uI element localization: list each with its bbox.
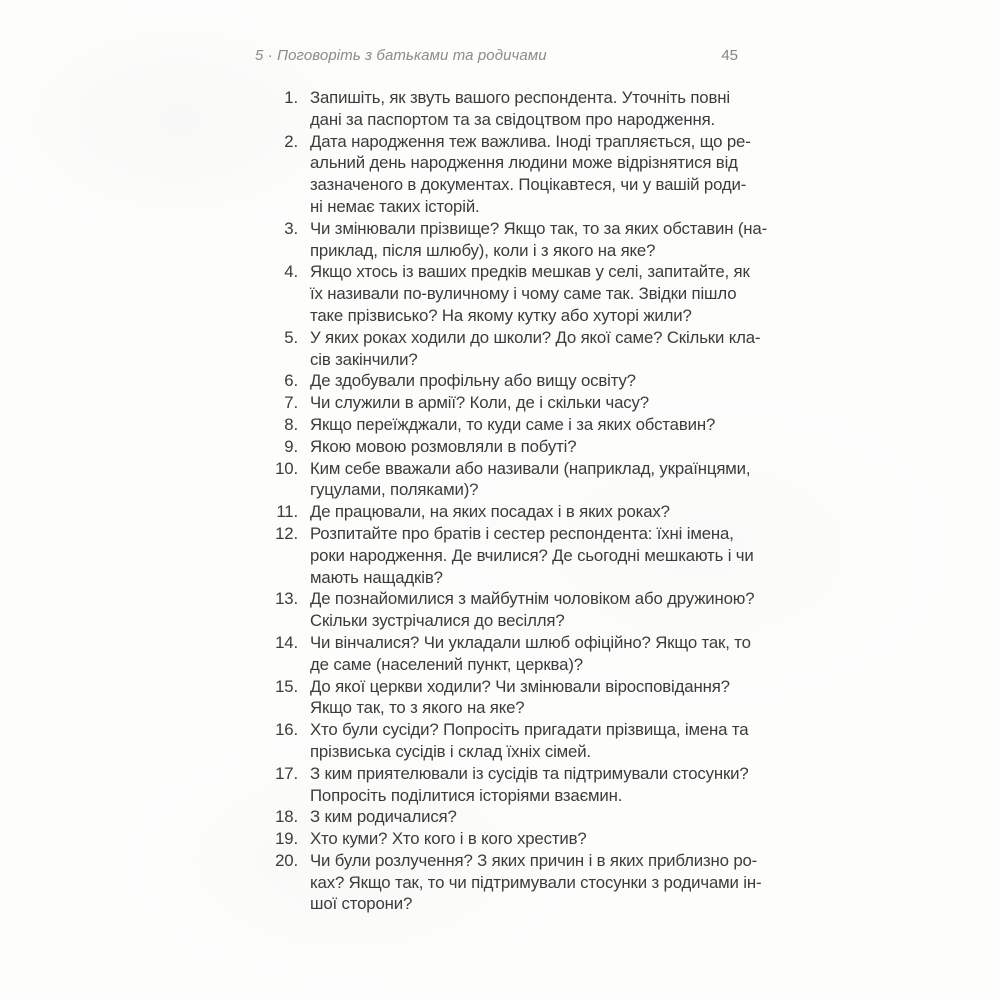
- question-item: [255, 806, 775, 828]
- question-line: Чи вінчалися? Чи укладали шлюб офіційно? Якщо так, то: [310, 632, 751, 652]
- question-line: ні немає таких історій.: [310, 196, 480, 216]
- question-item: [255, 588, 775, 632]
- question-item: [255, 87, 775, 131]
- question-text: [310, 828, 587, 850]
- chapter-separator: ·: [267, 47, 273, 64]
- chapter-title-text: Поговоріть з батьками та родичами: [277, 47, 547, 64]
- question-line: Запишіть, як звуть вашого респондента. Уточніть повні: [310, 88, 730, 107]
- question-line: приклад, після шлюбу), коли і з якого на яке?: [310, 240, 656, 260]
- question-line: Якщо хтось із ваших предків мешкав у селі, запитайте, як: [310, 262, 750, 282]
- question-number: 12.: [275, 523, 298, 543]
- question-item: [255, 218, 775, 262]
- question-line: Чи змінювали прізвище? Якщо так, то за яких обставин (на-: [310, 218, 768, 238]
- question-text: [310, 850, 761, 915]
- question-line: Попросіть поділитися історіями взаємин.: [310, 785, 623, 805]
- question-line: ках? Якщо так, то чи підтримували стосунки з родичами ін-: [310, 872, 762, 892]
- question-text: [310, 87, 730, 131]
- question-number: 11.: [276, 502, 298, 522]
- question-number: 4.: [284, 262, 298, 282]
- question-text: [310, 458, 750, 502]
- question-number: 1.: [284, 88, 298, 107]
- question-number: 16.: [275, 720, 298, 740]
- question-line: Хто були сусіди? Попросіть пригадати прізвища, імена та: [310, 720, 749, 740]
- question-line: їх називали по-вуличному і чому саме так. Звідки пішло: [310, 284, 737, 304]
- question-item: [255, 261, 775, 326]
- running-header: [255, 47, 738, 64]
- question-line: Де працювали, на яких посадах і в яких роках?: [310, 502, 670, 522]
- question-line: таке прізвисько? На якому кутку або хуторі жили?: [310, 305, 692, 325]
- question-number: 20.: [275, 850, 298, 870]
- question-number: 14.: [275, 632, 298, 652]
- question-number: 9.: [284, 436, 298, 456]
- question-item: [255, 436, 775, 458]
- question-item: [255, 392, 775, 414]
- question-number: 3.: [284, 218, 298, 238]
- question-item: [255, 501, 775, 523]
- question-line: зазначеного в документах. Поцікавтеся, чи у вашій роди-: [310, 175, 747, 195]
- question-list: [255, 87, 775, 915]
- question-item: [255, 414, 775, 436]
- chapter-number: 5: [255, 47, 264, 64]
- question-line: Якщо так, то з якого на яке?: [310, 698, 525, 718]
- question-number: 15.: [275, 676, 298, 696]
- question-text: [310, 588, 754, 632]
- question-line: де саме (населений пункт, церква)?: [310, 654, 583, 674]
- question-text: [310, 719, 748, 763]
- question-text: [310, 414, 715, 436]
- question-line: Якою мовою розмовляли в побуті?: [310, 436, 577, 456]
- question-line: З ким приятелювали із сусідів та підтримували стосунки?: [310, 763, 749, 783]
- question-text: [310, 218, 767, 262]
- question-item: [255, 632, 775, 676]
- question-line: Де здобували профільну або вищу освіту?: [310, 371, 636, 391]
- question-line: альний день народження людини може відрізнятися від: [310, 153, 738, 173]
- chapter-title: [255, 47, 547, 64]
- question-number: 8.: [284, 414, 298, 434]
- question-line: Скільки зустрічалися до весілля?: [310, 611, 565, 631]
- question-number: 10.: [275, 458, 298, 478]
- question-line: роки народження. Де вчилися? Де сьогодні мешкають і чи: [310, 545, 754, 565]
- question-text: [310, 131, 751, 218]
- question-text: [310, 261, 750, 326]
- question-line: Чи були розлучення? З яких причин і в яких приблизно ро-: [310, 850, 758, 870]
- question-number: 18.: [275, 807, 298, 827]
- question-item: [255, 828, 775, 850]
- question-item: [255, 763, 775, 807]
- question-item: [255, 523, 775, 588]
- question-line: дані за паспортом та за свідоцтвом про народження.: [310, 109, 716, 129]
- question-line: Чи служили в армії? Коли, де і скільки часу?: [310, 393, 649, 413]
- question-text: [310, 806, 457, 828]
- question-number: 7.: [284, 393, 298, 413]
- question-number: 19.: [275, 829, 298, 849]
- question-text: [310, 370, 636, 392]
- question-number: 13.: [275, 589, 298, 609]
- question-number: 6.: [284, 371, 298, 391]
- question-number: 2.: [284, 131, 298, 151]
- question-item: [255, 719, 775, 763]
- question-item: [255, 370, 775, 392]
- question-line: мають нащадків?: [310, 567, 443, 587]
- question-line: шої сторони?: [310, 894, 413, 914]
- question-line: Дата народження теж важлива. Іноді трапляється, що ре-: [310, 131, 751, 151]
- question-text: [310, 763, 749, 807]
- page-number: 45: [721, 47, 738, 64]
- question-text: [310, 436, 576, 458]
- question-line: До якої церкви ходили? Чи змінювали віросповідання?: [310, 676, 730, 696]
- question-text: [310, 327, 760, 371]
- question-line: У яких роках ходили до школи? До якої саме? Скільки кла-: [310, 327, 761, 347]
- question-line: сів закінчили?: [310, 349, 418, 369]
- question-line: Розпитайте про братів і сестер респондента: їхні імена,: [310, 523, 734, 543]
- question-line: Якщо переїжджали, то куди саме і за яких обставин?: [310, 414, 716, 434]
- question-line: прізвиська сусідів і склад їхніх сімей.: [310, 741, 591, 761]
- question-line: Де познайомилися з майбутнім чоловіком або дружиною?: [310, 589, 755, 609]
- question-text: [310, 523, 754, 588]
- question-line: Ким себе вважали або називали (наприклад, українцями,: [310, 458, 751, 478]
- question-number: 5.: [284, 327, 298, 347]
- question-line: Хто куми? Хто кого і в кого хрестив?: [310, 829, 587, 849]
- question-text: [310, 676, 730, 720]
- question-item: [255, 676, 775, 720]
- question-line: З ким родичалися?: [310, 807, 457, 827]
- question-item: [255, 850, 775, 915]
- question-text: [310, 501, 670, 523]
- question-line: гуцулами, поляками)?: [310, 480, 479, 500]
- question-text: [310, 392, 649, 414]
- question-number: 17.: [275, 763, 298, 783]
- question-item: [255, 327, 775, 371]
- question-text: [310, 632, 751, 676]
- question-item: [255, 458, 775, 502]
- question-item: [255, 131, 775, 218]
